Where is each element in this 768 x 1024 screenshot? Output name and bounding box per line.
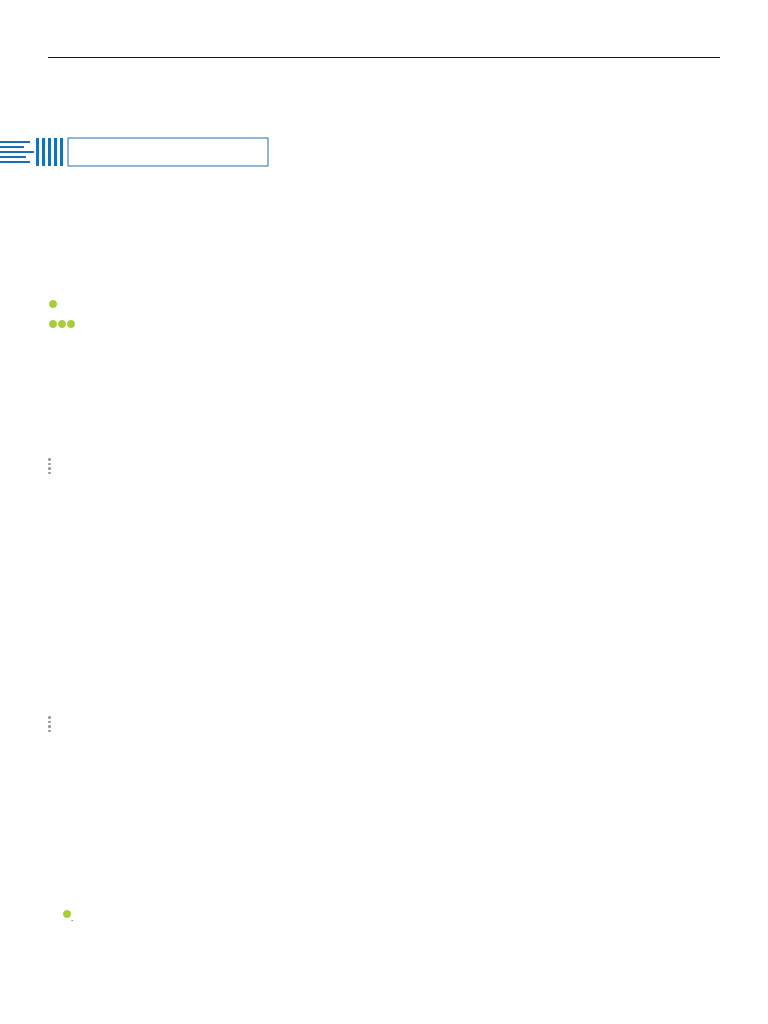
orcid-icon[interactable] <box>58 320 66 328</box>
index-terms <box>57 716 727 732</box>
orcid-icon[interactable] <box>67 320 75 328</box>
banner-stripes-graphic <box>0 133 280 173</box>
article-type-banner <box>0 133 280 173</box>
abstract-marker-dots <box>48 458 51 476</box>
orcid-icon[interactable] <box>49 320 57 328</box>
editor-footnote: . <box>48 910 370 926</box>
orcid-icon[interactable] <box>49 300 57 308</box>
abstract <box>57 456 727 472</box>
author-list <box>48 296 75 336</box>
index-terms-marker-dots <box>48 716 51 734</box>
header-rule <box>48 57 720 58</box>
orcid-icon[interactable] <box>63 910 71 918</box>
